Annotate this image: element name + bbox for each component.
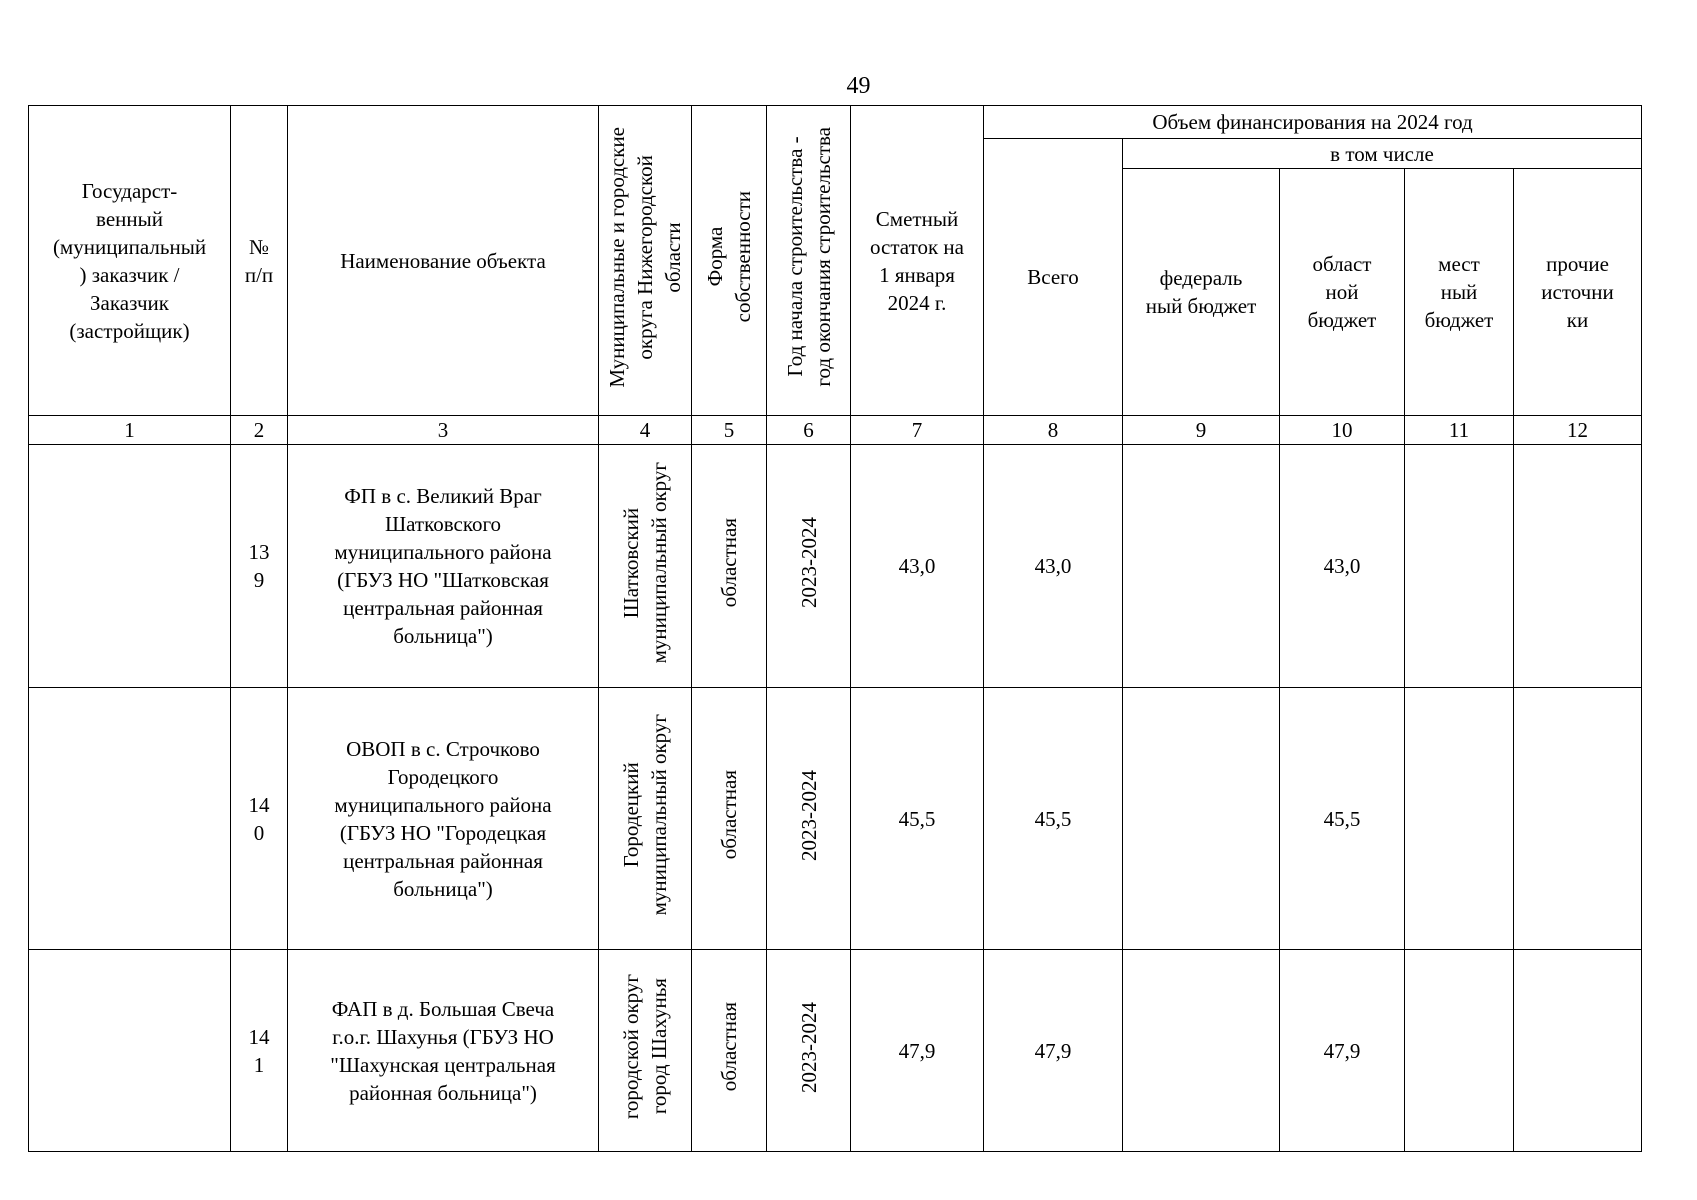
row-number: 13 9 <box>231 445 288 688</box>
table-row <box>29 445 1642 688</box>
row-object-name: ФП в с. Великий Враг Шатковского муниципального района (ГБУЗ НО "Шатковская центральная районная больница") <box>288 445 599 688</box>
row-balance: 47,9 <box>851 950 984 1152</box>
column-number: 3 <box>288 416 599 445</box>
header-financing: Объем финансирования на 2024 год <box>984 106 1642 139</box>
row-regional: 45,5 <box>1280 688 1405 950</box>
table-row <box>29 688 1642 950</box>
column-number-row <box>29 416 1642 445</box>
row-object-name: ФАП в д. Большая Свеча г.о.г. Шахунья (ГБУЗ НО "Шахунская центральная районная больница") <box>288 950 599 1152</box>
header-ownership: Форма собственности <box>692 106 767 416</box>
row-regional: 43,0 <box>1280 445 1405 688</box>
header-customer: Государст- венный (муниципальный ) заказчик / Заказчик (застройщик) <box>29 106 231 416</box>
header-federal: федераль ный бюджет <box>1123 169 1280 416</box>
row-other <box>1514 688 1642 950</box>
row-number: 14 1 <box>231 950 288 1152</box>
header-balance: Сметный остаток на 1 января 2024 г. <box>851 106 984 416</box>
table-row <box>29 950 1642 1152</box>
construction-plan-table <box>28 105 1642 1152</box>
header-including: в том числе <box>1123 139 1642 169</box>
column-number: 9 <box>1123 416 1280 445</box>
row-total: 43,0 <box>984 445 1123 688</box>
row-total: 47,9 <box>984 950 1123 1152</box>
row-years: 2023-2024 <box>767 445 851 688</box>
row-balance: 45,5 <box>851 688 984 950</box>
row-other <box>1514 445 1642 688</box>
row-federal <box>1123 445 1280 688</box>
row-customer <box>29 950 231 1152</box>
row-federal <box>1123 688 1280 950</box>
header-total: Всего <box>984 139 1123 416</box>
row-object-name: ОВОП в с. Строчково Городецкого муниципального района (ГБУЗ НО "Городецкая центральная районная больница") <box>288 688 599 950</box>
column-number: 1 <box>29 416 231 445</box>
row-other <box>1514 950 1642 1152</box>
column-number: 2 <box>231 416 288 445</box>
row-federal <box>1123 950 1280 1152</box>
row-years: 2023-2024 <box>767 950 851 1152</box>
row-local <box>1405 688 1514 950</box>
row-total: 45,5 <box>984 688 1123 950</box>
header-years: Год начала строительства - год окончания строительства <box>767 106 851 416</box>
row-ownership: областная <box>692 950 767 1152</box>
row-ownership: областная <box>692 445 767 688</box>
column-number: 8 <box>984 416 1123 445</box>
row-regional: 47,9 <box>1280 950 1405 1152</box>
row-district: городской округ город Шахунья <box>599 950 692 1152</box>
row-district: Шатковский муниципальный округ <box>599 445 692 688</box>
row-local <box>1405 950 1514 1152</box>
column-number: 12 <box>1514 416 1642 445</box>
row-local <box>1405 445 1514 688</box>
column-number: 10 <box>1280 416 1405 445</box>
column-number: 5 <box>692 416 767 445</box>
row-balance: 43,0 <box>851 445 984 688</box>
row-years: 2023-2024 <box>767 688 851 950</box>
row-customer <box>29 688 231 950</box>
column-number: 6 <box>767 416 851 445</box>
row-number: 14 0 <box>231 688 288 950</box>
header-number: № п/п <box>231 106 288 416</box>
header-local: мест ный бюджет <box>1405 169 1514 416</box>
header-row-1 <box>29 106 1642 139</box>
header-other: прочие источни ки <box>1514 169 1642 416</box>
header-object-name: Наименование объекта <box>288 106 599 416</box>
row-ownership: областная <box>692 688 767 950</box>
column-number: 4 <box>599 416 692 445</box>
column-number: 7 <box>851 416 984 445</box>
header-districts: Муниципальные и городские округа Нижегородской области <box>599 106 692 416</box>
header-regional: област ной бюджет <box>1280 169 1405 416</box>
page-number: 49 <box>846 73 871 99</box>
row-district: Городецкий муниципальный округ <box>599 688 692 950</box>
column-number: 11 <box>1405 416 1514 445</box>
row-customer <box>29 445 231 688</box>
